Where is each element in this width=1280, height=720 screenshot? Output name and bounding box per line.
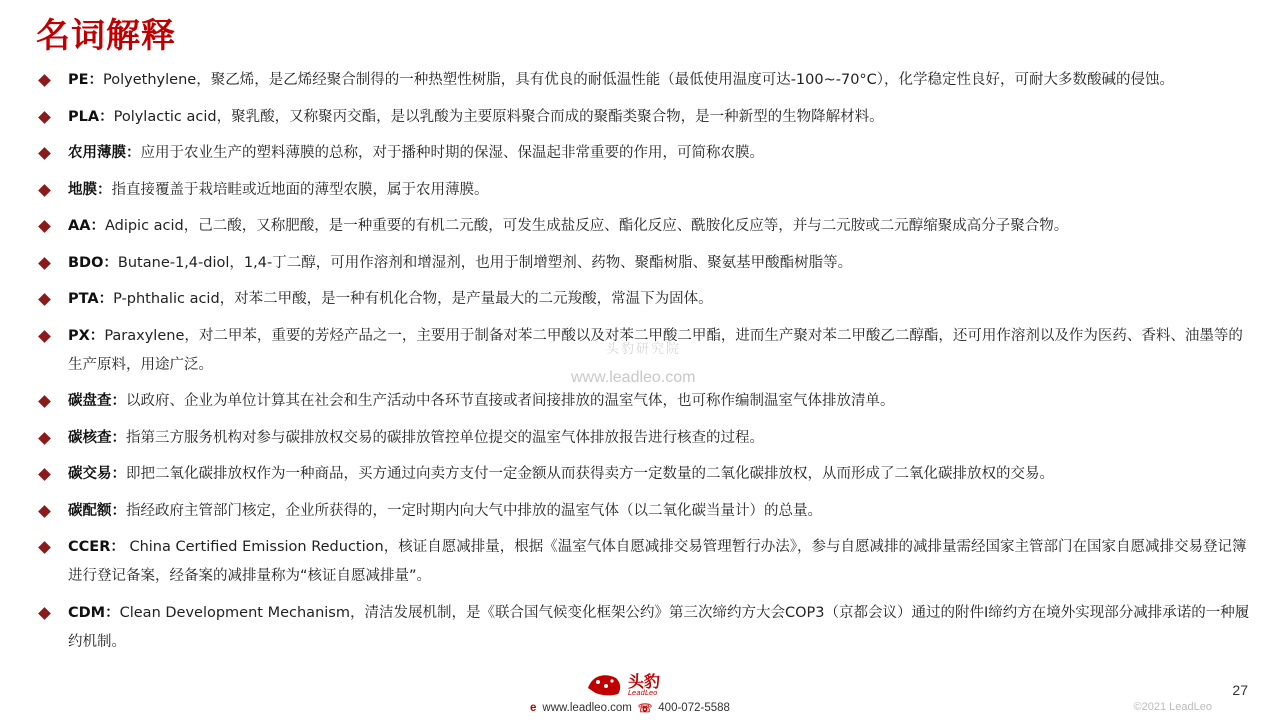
- watermark-text: 头豹研究院: [606, 342, 682, 357]
- glossary-term: CDM：: [68, 604, 120, 621]
- glossary-item: [38, 387, 1250, 416]
- glossary-term: PX：: [68, 327, 105, 344]
- glossary-definition: 应用于农业生产的塑料薄膜的总称，对于播种时期的保湿、保温起非常重要的作用，可简称农膜。: [140, 145, 764, 161]
- glossary-item: [38, 285, 1250, 314]
- glossary-definition: Polyethylene，聚乙烯，是乙烯经聚合制得的一种热塑性树脂，具有优良的耐低温性能（最低使用温度可达-100~-70°C），化学稳定性良好，可耐大多数酸碱的侵蚀。: [103, 72, 1175, 88]
- glossary-list: [38, 66, 1250, 664]
- diamond-bullet-icon: [38, 257, 51, 270]
- logo-wordmark: 头豹: [628, 672, 661, 691]
- glossary-item: [38, 497, 1250, 526]
- glossary-term: 碳核查：: [68, 429, 126, 446]
- glossary-item: [38, 66, 1250, 95]
- glossary-term: PTA：: [68, 291, 114, 307]
- glossary-definition: Clean Development Mechanism，清洁发展机制，是《联合国气候变化框架公约》第三次缔约方大会COP3（京都会议）通过的附件I缔约方在境外实现部分减排承诺的一种履约机制。: [68, 604, 1250, 650]
- glossary-item: [38, 212, 1250, 241]
- glossary-term: 地膜：: [68, 181, 112, 198]
- diamond-bullet-icon: [38, 111, 51, 124]
- glossary-definition: Adipic acid，己二酸，又称肥酸，是一种重要的有机二元酸，可发生成盐反应、酯化反应、酰胺化反应等，并与二元胺或二元醇缩聚成高分子聚合物。: [104, 218, 1069, 234]
- glossary-term: BDO：: [68, 254, 118, 271]
- watermark-url: www.leadleo.com: [571, 369, 696, 386]
- page-title: 名词解释: [36, 16, 176, 56]
- diamond-bullet-icon: [38, 220, 51, 233]
- diamond-bullet-icon: [38, 541, 51, 554]
- glossary-term: 碳配额：: [68, 502, 126, 519]
- logo-subtitle: LeadLeo: [628, 689, 658, 697]
- footer-contacts: [530, 701, 730, 715]
- diamond-bullet-icon: [38, 184, 51, 197]
- glossary-term: 农用薄膜：: [68, 145, 141, 161]
- glossary-definition: 指第三方服务机构对参与碳排放权交易的碳排放管控单位提交的温室气体排放报告进行核查的过程。: [126, 429, 764, 446]
- diamond-bullet-icon: [38, 330, 51, 343]
- glossary-item: [38, 533, 1250, 591]
- diamond-bullet-icon: [38, 468, 51, 481]
- glossary-definition: Polylactic acid，聚乳酸，又称聚丙交酯，是以乳酸为主要原料聚合而成的聚酯类聚合物，是一种新型的生物降解材料。: [113, 108, 884, 125]
- footer-website-link[interactable]: www.leadleo.com: [542, 702, 632, 714]
- diamond-bullet-icon: [38, 74, 51, 87]
- glossary-definition: 指经政府主管部门核定，企业所获得的，一定时期内向大气中排放的温室气体（以二氧化碳当量计）的总量。: [126, 502, 822, 519]
- glossary-item: [38, 424, 1250, 453]
- web-icon: e: [530, 702, 537, 714]
- diamond-bullet-icon: [38, 395, 51, 408]
- glossary-item: [38, 460, 1250, 489]
- glossary-term: AA：: [68, 218, 105, 234]
- diamond-bullet-icon: [38, 607, 51, 620]
- glossary-definition: China Certified Emission Reduction，核证自愿减排量，根据《温室气体自愿减排交易管理暂行办法》，参与自愿减排的减排量需经国家主管部门在国家自愿减排交易登记簿进行登记备案，经备案的减排量称为“核证自愿减排量”。: [68, 539, 1247, 584]
- glossary-definition: 即把二氧化碳排放权作为一种商品，买方通过向卖方支付一定金额从而获得卖方一定数量的二氧化碳排放权，从而形成了二氧化碳排放权的交易。: [126, 466, 1054, 482]
- glossary-term: 碳盘查：: [68, 393, 126, 409]
- glossary-item: [38, 103, 1250, 132]
- diamond-bullet-icon: [38, 147, 51, 160]
- glossary-definition: 指直接覆盖于栽培畦或近地面的薄型农膜，属于农用薄膜。: [111, 181, 489, 198]
- glossary-term: CCER：: [68, 539, 125, 555]
- diamond-bullet-icon: [38, 432, 51, 445]
- glossary-item: [38, 599, 1250, 657]
- copyright-notice: ©2021 LeadLeo: [1133, 701, 1212, 713]
- footer-phone: 400-072-5588: [658, 702, 730, 714]
- glossary-item: [38, 176, 1250, 205]
- glossary-term: PLA：: [68, 108, 114, 125]
- glossary-definition: Butane-1,4-diol，1,4-丁二醇，可用作溶剂和增湿剂，也用于制增塑剂、药物、聚酯树脂、聚氨基甲酸酯树脂等。: [117, 254, 853, 271]
- diamond-bullet-icon: [38, 293, 51, 306]
- diamond-bullet-icon: [38, 505, 51, 518]
- glossary-definition: 以政府、企业为单位计算其在社会和生产活动中各环节直接或者间接排放的温室气体，也可称作编制温室气体排放清单。: [126, 393, 895, 409]
- glossary-term: 碳交易：: [68, 466, 126, 482]
- glossary-definition: P-phthalic acid，对苯二甲酸，是一种有机化合物，是产量最大的二元羧酸，常温下为固体。: [113, 291, 713, 307]
- glossary-item: [38, 139, 1250, 168]
- page-number: 27: [1232, 682, 1248, 698]
- phone-icon: ☏: [637, 703, 653, 715]
- glossary-item: [38, 249, 1250, 278]
- glossary-term: PE：: [68, 72, 104, 88]
- glossary-definition: Paraxylene，对二甲苯，重要的芳烃产品之一，主要用于制备对苯二甲酸以及对苯二甲酸二甲酯，进而生产聚对苯二甲酸乙二醇酯，还可用作溶剂以及作为医药、香料、油墨等的生产原料，用途广泛。: [68, 327, 1243, 373]
